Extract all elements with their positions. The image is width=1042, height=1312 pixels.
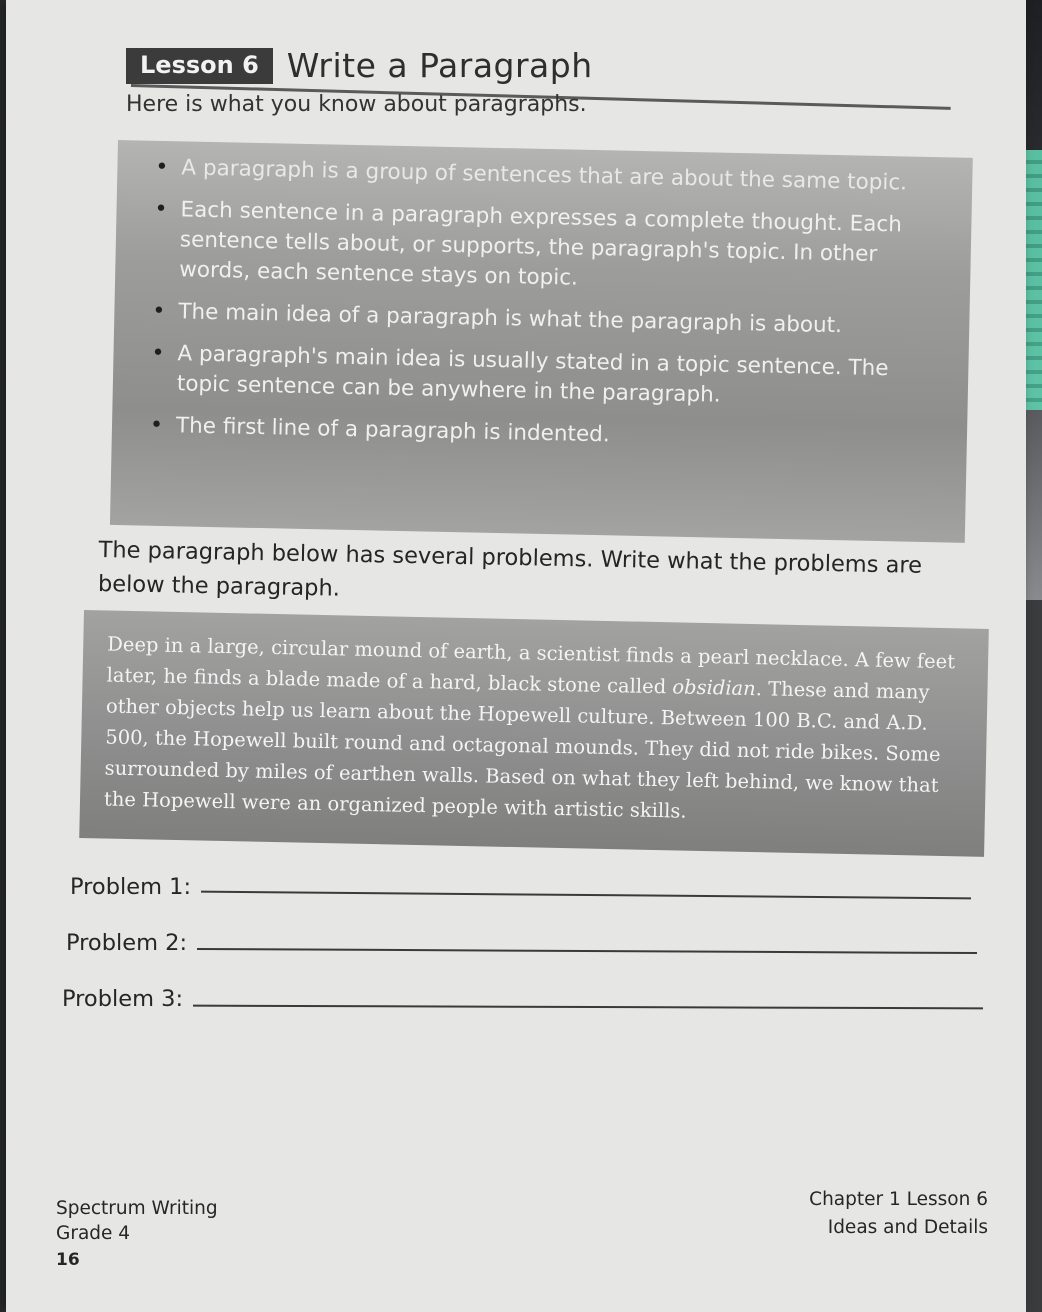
fact-item <box>147 153 942 200</box>
footer-chapter-info <box>809 1186 988 1242</box>
section-label: Ideas and Details <box>827 1217 988 1238</box>
problem-3-label: Problem 3: <box>62 986 184 1012</box>
lesson-header <box>126 46 593 85</box>
bullet-icon: • <box>154 196 168 223</box>
problem-2-answer-line[interactable] <box>197 948 977 954</box>
bullet-icon: • <box>155 154 169 181</box>
worksheet-page <box>6 0 1026 1312</box>
fact-text: Each sentence in a paragraph expresses a complete thought. Each sentence tells about, or supports, the paragraph's topic. In other words, each sentence stays on topic. <box>179 197 903 291</box>
chapter-label: Chapter 1 Lesson 6 <box>809 1189 988 1210</box>
passage-italic-term: obsidian <box>672 675 756 701</box>
footer-book-info <box>56 1196 218 1246</box>
directions-text: The paragraph below has several problems. Write what the problems are below the paragraph. <box>97 536 923 602</box>
fact-text: The first line of a paragraph is indented. <box>175 413 610 448</box>
passage-text-end: . These and many other objects help us learn about the Hopewell culture. Between 100 B.C. and A.D. 500, the Hopewell built round and octagonal mounds. They did not ride bikes. Some surrounded by miles of earthen walls. Based on what they left behind, we know that the Hopewell were an organized people with artistic skills. <box>103 677 941 823</box>
fact-item <box>144 297 939 344</box>
lesson-title: Write a Paragraph <box>286 46 593 85</box>
fact-item <box>143 339 939 416</box>
facts-list <box>112 140 973 458</box>
passage-text-start: Deep in a large, circular mound of earth, a scientist finds a pearl necklace. A few feet later, he finds a blade made of a hard, black stone called <box>106 632 956 699</box>
problem-3-row <box>62 986 983 1012</box>
lesson-badge: Lesson 6 <box>126 48 273 84</box>
problem-3-answer-line[interactable] <box>193 1005 983 1010</box>
problem-1-row <box>70 874 971 900</box>
fact-text: The main idea of a paragraph is what the paragraph is about. <box>178 299 843 339</box>
fact-text: A paragraph is a group of sentences that are about the same topic. <box>181 155 908 196</box>
fact-item <box>142 411 937 458</box>
problem-1-answer-line[interactable] <box>201 891 971 900</box>
problem-2-label: Problem 2: <box>66 930 188 956</box>
book-title: Spectrum Writing <box>56 1198 218 1219</box>
page-number: 16 <box>56 1250 80 1270</box>
paragraph-facts-box <box>110 140 973 543</box>
fact-item <box>145 195 942 302</box>
passage-box <box>79 610 989 857</box>
fact-text: A paragraph's main idea is usually stated in a topic sentence. The topic sentence can be anywhere in the paragraph. <box>176 341 889 408</box>
passage-paragraph <box>80 610 989 833</box>
bullet-icon: • <box>149 412 164 439</box>
grade-label: Grade 4 <box>56 1223 131 1244</box>
problem-1-label: Problem 1: <box>70 874 192 900</box>
intro-text: Here is what you know about paragraphs. <box>126 92 587 117</box>
bullet-icon: • <box>151 340 165 367</box>
problem-2-row <box>66 930 977 956</box>
bullet-icon: • <box>152 298 166 325</box>
